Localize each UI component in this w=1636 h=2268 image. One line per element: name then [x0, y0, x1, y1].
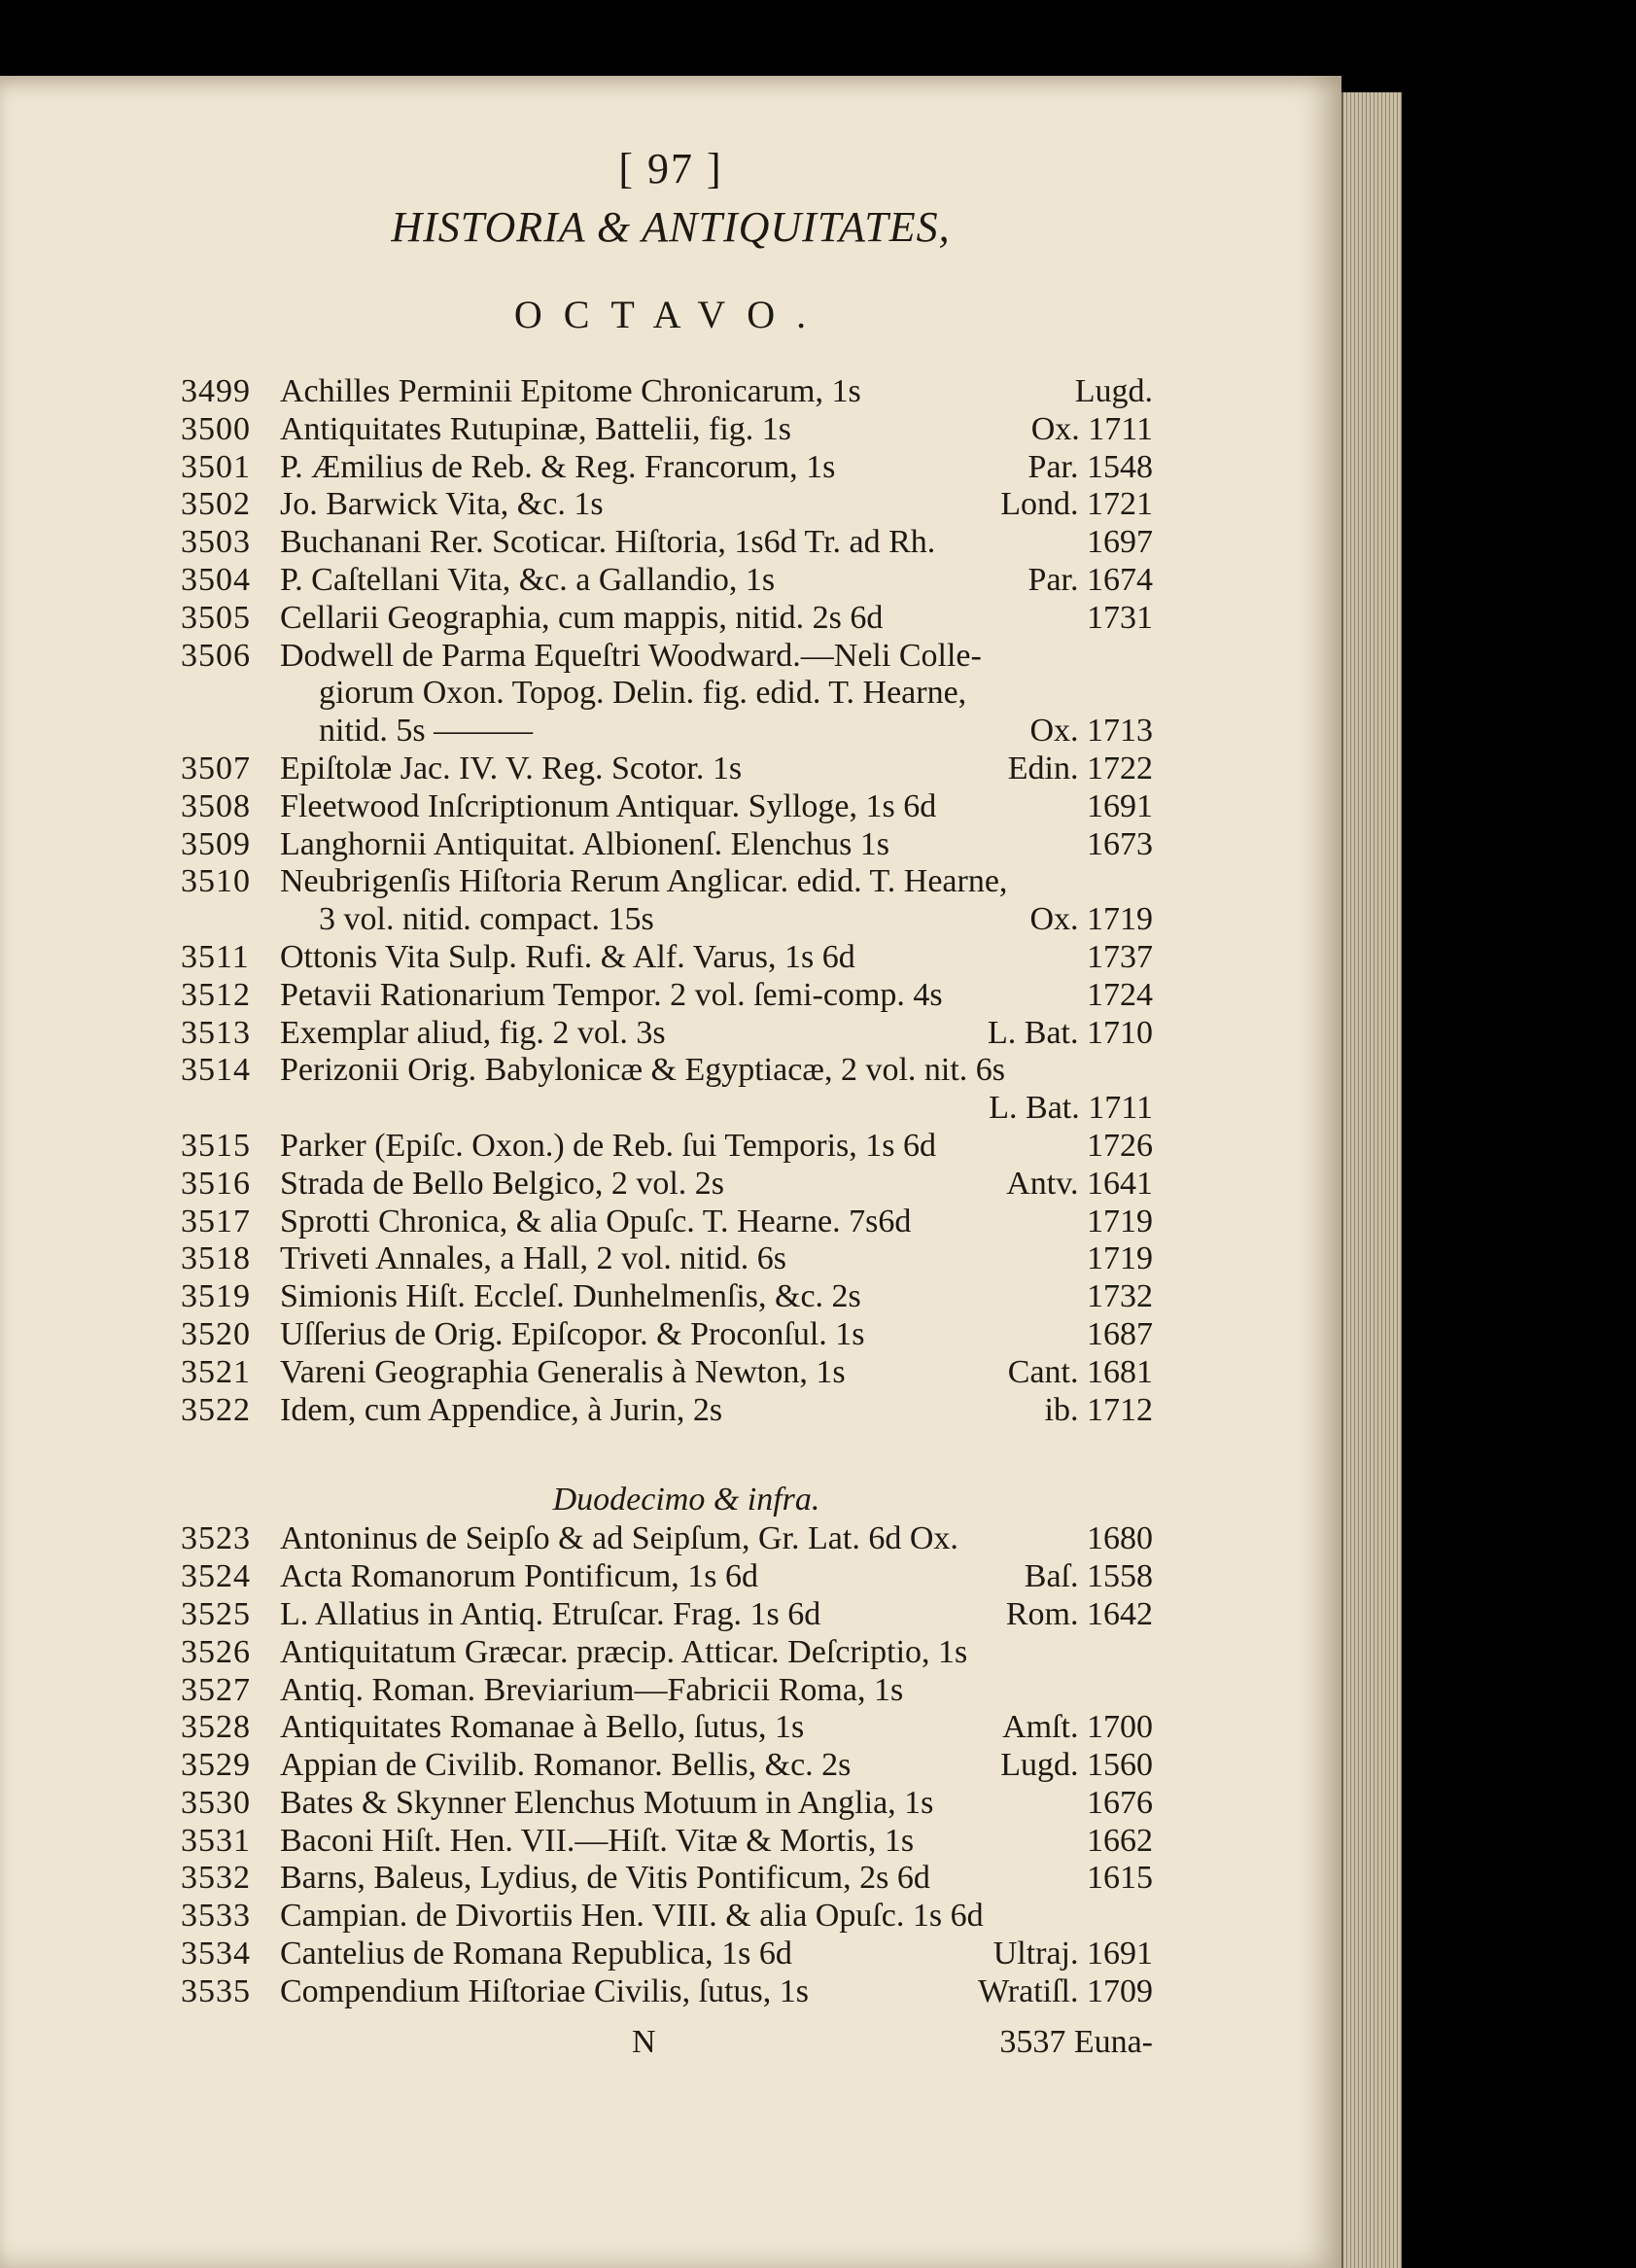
entry-imprint: Ultraj. 1691: [992, 1936, 1153, 1972]
entry-imprint: 1615: [1087, 1860, 1153, 1897]
entry-title: Barns, Baleus, Lydius, de Vitis Pontificum, 2s 6d: [280, 1860, 930, 1897]
entry-title: Compendium Hiſtoriae Civilis, ſutus, 1s: [280, 1972, 809, 2009]
entry-number: 3528: [181, 1709, 251, 1746]
entry-imprint: Lond. 1721: [1000, 486, 1153, 523]
entry-number: 3526: [181, 1633, 251, 1670]
entry-title: Campian. de Divortiis Hen. VIII. & alia Opuſc. 1s 6d: [280, 1898, 984, 1935]
entry-number: 3525: [181, 1595, 251, 1632]
entry-title: Appian de Civilib. Romanor. Bellis, &c. 2s: [280, 1747, 852, 1784]
entry-number: 3531: [181, 1822, 251, 1859]
catalogue-entry: [181, 1747, 1153, 1785]
entry-title: Ottonis Vita Sulp. Rufi. & Alf. Varus, 1s 6d: [280, 938, 855, 975]
entry-title: P. Æmilius de Reb. & Reg. Francorum, 1s: [280, 448, 836, 485]
entry-imprint: ib. 1712: [1044, 1391, 1153, 1428]
entry-title: 3 vol. nitid. compact. 15s: [319, 901, 654, 938]
section-gap: [181, 1429, 1153, 1480]
page-number: [ 97 ]: [618, 145, 723, 192]
catalogue-entry: [181, 449, 1153, 487]
entry-title: Cantelius de Romana Republica, 1s 6d: [280, 1936, 792, 1972]
entry-title: Antiquitatum Græcar. præcip. Atticar. Deſcriptio, 1s: [280, 1633, 968, 1670]
entry-imprint: Amſt. 1700: [1002, 1709, 1153, 1746]
entry-number: 3513: [181, 1014, 251, 1051]
entry-title: Simionis Hiſt. Eccleſ. Dunhelmenſis, &c. 2s: [280, 1278, 861, 1315]
entry-number: [181, 713, 319, 750]
entry-number: [181, 1090, 319, 1128]
entry-title: Antiquitates Rutupinæ, Battelii, fig. 1s: [280, 410, 792, 447]
catalogue-entry: [181, 1672, 1153, 1710]
entry-imprint: [1036, 1672, 1153, 1710]
signature-mark: N: [632, 2024, 656, 2060]
entry-number: [181, 901, 319, 939]
entry-imprint: 1662: [1087, 1822, 1153, 1859]
entry-number: 3520: [181, 1315, 251, 1352]
octavo-list: [181, 373, 1153, 1429]
entry-number: 3499: [181, 373, 251, 409]
entry-imprint: L. Bat. 1711: [989, 1090, 1153, 1127]
entry-number: 3522: [181, 1391, 251, 1428]
entry-imprint: 1680: [1087, 1520, 1153, 1557]
entry-title: Baconi Hiſt. Hen. VII.—Hiſt. Vitæ & Mortis, 1s: [280, 1822, 915, 1859]
catalogue-entry: [181, 788, 1153, 826]
catalogue-entry: [181, 600, 1153, 638]
entry-imprint: Wratiſl. 1709: [978, 1972, 1153, 2009]
entry-imprint: Lugd. 1560: [1000, 1747, 1153, 1784]
catalogue-entry: [181, 524, 1153, 562]
entry-title: Petavii Rationarium Tempor. 2 vol. ſemi-comp. 4s: [280, 976, 943, 1013]
catalogue-entry: [181, 750, 1153, 788]
entry-number: 3529: [181, 1747, 251, 1784]
catalogue-entry: [181, 1823, 1153, 1861]
catalogue-entry: [181, 1166, 1153, 1204]
entry-imprint: [1036, 1634, 1153, 1672]
entry-number: 3521: [181, 1353, 251, 1390]
entry-imprint: Baſ. 1558: [1024, 1558, 1153, 1595]
catalogue-entry: [181, 486, 1153, 524]
catalogue-entry: [181, 1354, 1153, 1392]
entry-imprint: 1726: [1087, 1127, 1153, 1164]
catalogue-entry: [181, 1785, 1153, 1823]
entry-title: Epiſtolæ Jac. IV. V. Reg. Scotor. 1s: [280, 750, 743, 786]
entry-title: Jo. Barwick Vita, &c. 1s: [280, 486, 604, 523]
entry-imprint: Par. 1674: [1027, 561, 1153, 598]
entry-title: L. Allatius in Antiq. Etruſcar. Frag. 1s 6d: [280, 1595, 821, 1632]
entry-imprint: Ox. 1711: [1030, 410, 1153, 447]
entry-imprint: [1036, 675, 1153, 713]
catalogue-entry: [181, 562, 1153, 600]
entry-title: Achilles Perminii Epitome Chronicarum, 1s: [280, 373, 861, 409]
entry-number: 3512: [181, 976, 251, 1013]
entry-number: 3535: [181, 1972, 251, 2009]
catalogue-entry: [181, 1392, 1153, 1430]
catalogue-entries: [181, 373, 1153, 2011]
entry-number: 3517: [181, 1203, 251, 1239]
entry-imprint: Cant. 1681: [1007, 1353, 1153, 1390]
entry-title: giorum Oxon. Topog. Delin. fig. edid. T. Hearne,: [319, 675, 967, 712]
entry-number: 3523: [181, 1520, 251, 1557]
entry-imprint: 1676: [1087, 1784, 1153, 1821]
entry-imprint: Par. 1548: [1027, 448, 1153, 485]
entry-imprint: [1036, 863, 1153, 901]
entry-imprint: 1691: [1087, 787, 1153, 824]
entry-title: Cellarii Geographia, cum mappis, nitid. 2s 6d: [280, 599, 884, 636]
catalogue-entry: [181, 1860, 1153, 1898]
catalogue-entry: [181, 1316, 1153, 1354]
entry-title: Parker (Epiſc. Oxon.) de Reb. ſui Temporis, 1s 6d: [280, 1127, 936, 1164]
entry-number: 3509: [181, 825, 251, 862]
entry-title: P. Caſtellani Vita, &c. a Gallandio, 1s: [280, 561, 776, 598]
entry-number: 3533: [181, 1898, 251, 1935]
catalogue-entry: [181, 977, 1153, 1015]
entry-imprint: 1737: [1087, 938, 1153, 975]
catalogue-entry: [181, 1936, 1153, 1973]
entry-imprint: 1719: [1087, 1203, 1153, 1239]
catalogue-entry: [181, 826, 1153, 864]
entry-title: Fleetwood Inſcriptionum Antiquar. Sylloge, 1s 6d: [280, 787, 937, 824]
entry-title: Antoninus de Seipſo & ad Seipſum, Gr. Lat. 6d Ox.: [280, 1520, 958, 1557]
catalogue-entry: [181, 1973, 1153, 2011]
entry-imprint: 1673: [1087, 825, 1153, 862]
entry-number: 3519: [181, 1278, 251, 1315]
catalogue-entry: [181, 638, 1153, 676]
catalogue-entry: [181, 713, 1153, 750]
entry-title: Buchanani Rer. Scoticar. Hiſtoria, 1s6d Tr. ad Rh.: [280, 524, 936, 561]
entry-title: Bates & Skynner Elenchus Motuum in Anglia, 1s: [280, 1784, 934, 1821]
catalogue-entry: [181, 1204, 1153, 1241]
entry-imprint: Edin. 1722: [1007, 750, 1153, 786]
entry-title: Langhornii Antiquitat. Albionenſ. Elenchus 1s: [280, 825, 890, 862]
page-block-edge: [1341, 92, 1402, 2268]
entry-number: [181, 675, 319, 713]
entry-number: 3505: [181, 599, 251, 636]
entry-title: Exemplar aliud, fig. 2 vol. 3s: [280, 1014, 666, 1051]
entry-title: Neubrigenſis Hiſtoria Rerum Anglicar. edid. T. Hearne,: [280, 863, 1008, 900]
catalogue-entry: [181, 1634, 1153, 1672]
entry-title: Acta Romanorum Pontificum, 1s 6d: [280, 1558, 759, 1595]
entry-title: Antiquitates Romanae à Bello, ſutus, 1s: [280, 1709, 805, 1746]
entry-title: Sprotti Chronica, & alia Opuſc. T. Hearne. 7s6d: [280, 1203, 912, 1239]
duodecimo-heading: Duodecimo & infra.: [552, 1482, 820, 1518]
entry-number: 3514: [181, 1052, 251, 1089]
entry-number: 3524: [181, 1558, 251, 1595]
entry-number: 3501: [181, 448, 251, 485]
entry-imprint: Ox. 1719: [1029, 901, 1153, 938]
section-title: HISTORIA & ANTIQUITATES,: [391, 203, 951, 251]
subsection-title: OCTAVO.: [513, 293, 828, 336]
entry-imprint: 1724: [1087, 976, 1153, 1013]
entry-imprint: 1697: [1087, 524, 1153, 561]
catalogue-entry: [181, 863, 1153, 901]
catalogue-entry: [181, 1128, 1153, 1166]
catalogue-entry: [181, 939, 1153, 977]
catchword: 3537 Euna-: [999, 2024, 1153, 2060]
entry-imprint: Lugd.: [1074, 373, 1153, 409]
entry-title: Vareni Geographia Generalis à Newton, 1s: [280, 1353, 846, 1390]
catalogue-entry: [181, 1090, 1153, 1128]
catalogue-entry: [181, 1709, 1153, 1747]
catalogue-entry: [181, 1015, 1153, 1053]
entry-number: 3507: [181, 750, 251, 786]
entry-imprint: Rom. 1642: [1005, 1595, 1153, 1632]
entry-number: 3508: [181, 787, 251, 824]
entry-number: 3510: [181, 863, 251, 900]
catalogue-entry: [181, 1898, 1153, 1936]
entry-number: 3532: [181, 1860, 251, 1897]
entry-imprint: Ox. 1713: [1029, 713, 1153, 750]
entry-imprint: [1036, 638, 1153, 676]
catalogue-entry: [181, 675, 1153, 713]
catalogue-entry: [181, 373, 1153, 411]
entry-imprint: 1731: [1087, 599, 1153, 636]
entry-imprint: 1687: [1087, 1315, 1153, 1352]
entry-number: 3534: [181, 1936, 251, 1972]
catalogue-entry: [181, 1596, 1153, 1634]
entry-title: Perizonii Orig. Babylonicæ & Egyptiacæ, 2 vol. nit. 6s: [280, 1052, 1006, 1089]
entry-number: 3503: [181, 524, 251, 561]
entry-number: 3530: [181, 1784, 251, 1821]
catchline: [181, 2024, 1153, 2061]
entry-imprint: 1732: [1087, 1278, 1153, 1315]
entry-imprint: [1036, 1898, 1153, 1936]
catalogue-entry: [181, 1520, 1153, 1558]
entry-title: Dodwell de Parma Equeſtri Woodward.—Neli Colle-: [280, 637, 982, 674]
entry-title: Triveti Annales, a Hall, 2 vol. nitid. 6s: [280, 1240, 787, 1277]
duodecimo-list: [181, 1520, 1153, 2010]
entry-title: [319, 1090, 968, 1128]
entry-number: 3515: [181, 1127, 251, 1164]
entry-number: 3506: [181, 637, 251, 674]
catalogue-entry: [181, 1278, 1153, 1316]
entry-number: 3527: [181, 1671, 251, 1708]
entry-number: 3502: [181, 486, 251, 523]
entry-imprint: [1036, 1052, 1153, 1090]
catalogue-entry: [181, 1240, 1153, 1278]
entry-number: 3518: [181, 1240, 251, 1277]
catalogue-entry: [181, 411, 1153, 449]
entry-title: Idem, cum Appendice, à Jurin, 2s: [280, 1391, 723, 1428]
entry-imprint: L. Bat. 1710: [988, 1014, 1153, 1051]
entry-number: 3504: [181, 561, 251, 598]
catalogue-entry: [181, 1052, 1153, 1090]
catalogue-entry: [181, 901, 1153, 939]
entry-number: 3516: [181, 1165, 251, 1202]
entry-number: 3511: [181, 938, 250, 975]
entry-title: Uſſerius de Orig. Epiſcopor. & Proconſul. 1s: [280, 1315, 865, 1352]
catalogue-entry: [181, 1558, 1153, 1596]
entry-imprint: 1719: [1087, 1240, 1153, 1277]
entry-imprint: Antv. 1641: [1006, 1165, 1153, 1202]
entry-title: Strada de Bello Belgico, 2 vol. 2s: [280, 1165, 725, 1202]
entry-number: 3500: [181, 410, 251, 447]
entry-title: Antiq. Roman. Breviarium—Fabricii Roma, 1s: [280, 1671, 904, 1708]
entry-title: nitid. 5s ———: [319, 713, 534, 750]
